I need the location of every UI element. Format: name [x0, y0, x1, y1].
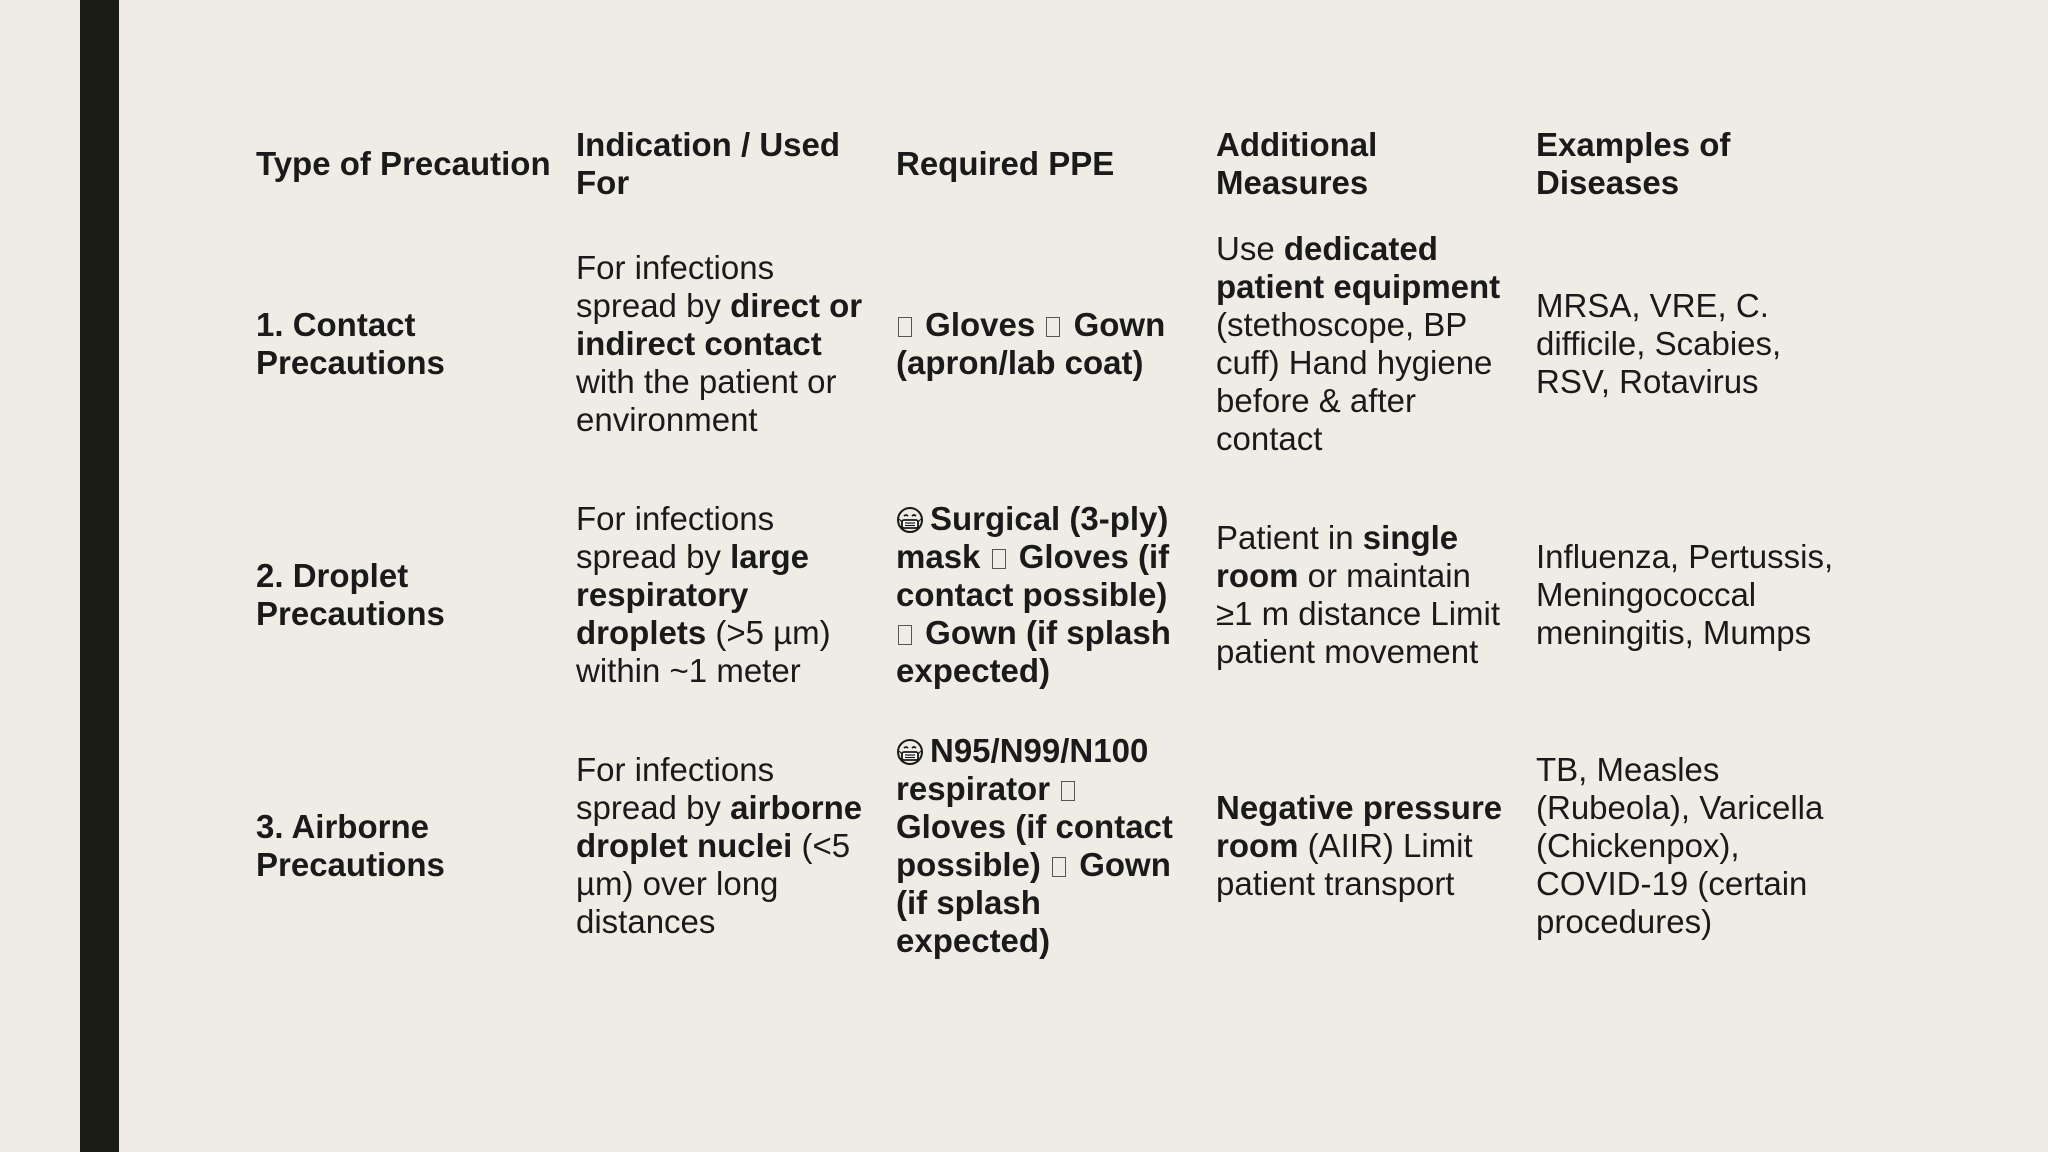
missing-glyph-box-icon — [898, 625, 912, 645]
measures-text: or maintain ≥1 m distance Limit patient movement — [1216, 557, 1501, 670]
table-row — [246, 216, 1846, 486]
ppe-item: Gloves — [925, 306, 1036, 343]
precaution-type: 1. Contact Precautions — [256, 306, 445, 381]
measures-text: Patient in — [1216, 519, 1363, 556]
header-ppe: Required PPE — [896, 145, 1115, 182]
precaution-type: 3. Airborne Precautions — [256, 808, 445, 883]
measures-emphasis: Negative pressure room — [1216, 789, 1503, 864]
left-accent-bar — [80, 0, 119, 1152]
indication-cell — [566, 216, 886, 486]
ppe-cell — [886, 216, 1206, 486]
ppe-item: Gloves (if contact possible) — [896, 808, 1173, 883]
measures-cell — [1206, 718, 1526, 988]
ppe-cell — [886, 486, 1206, 718]
header-examples: Examples of Diseases — [1536, 126, 1731, 201]
ppe-item: Gown (apron/lab coat) — [896, 306, 1166, 381]
indication-cell — [566, 718, 886, 988]
ppe-item: N95/N99/N100 respirator — [896, 732, 1149, 807]
header-measures: Additional Measures — [1216, 126, 1378, 201]
measures-emphasis: single room — [1216, 519, 1459, 594]
missing-glyph-box-icon — [1061, 781, 1075, 801]
header-indication: Indication / Used For — [576, 126, 841, 201]
measures-text: (stethoscope, BP cuff) Hand hygiene before & after contact — [1216, 306, 1493, 457]
examples-cell: Influenza, Pertussis, Meningococcal meningitis, Mumps — [1536, 538, 1834, 651]
face-with-medical-mask-icon — [896, 506, 924, 534]
table-row — [246, 718, 1846, 988]
missing-glyph-box-icon — [1052, 857, 1066, 877]
ppe-item: Gloves (if contact possible) — [896, 538, 1170, 613]
measures-emphasis: dedicated patient equipment — [1216, 230, 1501, 305]
indication-text: For infections spread by — [576, 751, 775, 826]
indication-text: For infections spread by — [576, 500, 775, 575]
measures-text: Use — [1216, 230, 1284, 267]
precautions-table — [246, 116, 1846, 988]
ppe-cell — [886, 718, 1206, 988]
measures-text: (AIIR) Limit patient transport — [1216, 827, 1473, 902]
table-row — [246, 486, 1846, 718]
ppe-item: Surgical (3-ply) mask — [896, 500, 1169, 575]
missing-glyph-box-icon — [1046, 317, 1060, 337]
indication-text: (<5 µm) over long distances — [576, 827, 851, 940]
indication-text: For infections spread by — [576, 249, 775, 324]
indication-cell — [566, 486, 886, 718]
measures-cell — [1206, 486, 1526, 718]
missing-glyph-box-icon — [898, 317, 912, 337]
measures-cell — [1206, 216, 1526, 486]
precaution-type: 2. Droplet Precautions — [256, 557, 445, 632]
indication-text: (>5 µm) within ~1 meter — [576, 614, 831, 689]
ppe-item: Gown (if splash expected) — [896, 614, 1171, 689]
examples-cell: MRSA, VRE, C. difficile, Scabies, RSV, Rotavirus — [1536, 287, 1782, 400]
indication-emphasis: airborne droplet nuclei — [576, 789, 863, 864]
header-type: Type of Precaution — [256, 145, 551, 182]
indication-emphasis: large respiratory droplets — [576, 538, 809, 651]
indication-emphasis: direct or indirect contact — [576, 287, 863, 362]
indication-text: with the patient or environment — [576, 363, 837, 438]
ppe-item: Gown (if splash expected) — [896, 846, 1171, 959]
examples-cell: TB, Measles (Rubeola), Varicella (Chickenpox), COVID-19 (certain procedures) — [1536, 751, 1824, 940]
table-header-row — [246, 116, 1846, 216]
missing-glyph-box-icon — [992, 549, 1006, 569]
face-with-medical-mask-icon — [896, 738, 924, 766]
